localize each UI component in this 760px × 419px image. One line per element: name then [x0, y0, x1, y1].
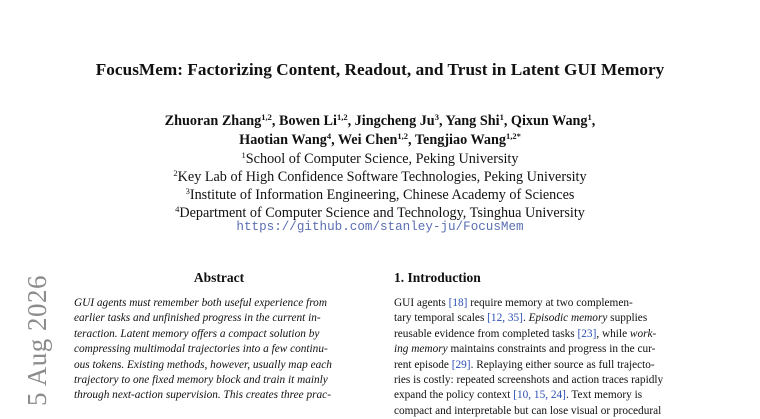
author-name: Bowen Li: [279, 113, 337, 129]
introduction-line: [394, 404, 688, 419]
text-run: expand the policy context: [394, 389, 514, 402]
affiliation-number: 1: [241, 150, 246, 160]
affiliation-text: Key Lab of High Confidence Software Technologies, Peking University: [177, 169, 587, 185]
author-name: Tengjiao Wang: [414, 132, 506, 148]
author-affiliation-mark: 1,2: [397, 131, 409, 141]
emphasized-term: Episodic memory: [528, 312, 608, 325]
abstract-line: through next-action supervision. This creates three prac-: [74, 389, 331, 402]
affiliation-line: [0, 168, 760, 186]
citation-link[interactable]: [18]: [448, 297, 468, 309]
introduction-body: [394, 296, 688, 419]
citation-link[interactable]: [29]: [451, 358, 471, 371]
abstract-line: GUI agents must remember both useful experience from: [74, 297, 327, 309]
paper-title: FocusMem: Factorizing Content, Readout, and Trust in Latent GUI Memory: [95, 60, 665, 79]
author-line-2: [0, 131, 760, 150]
abstract-line: compressing multimodal trajectories into a few continu-: [74, 343, 328, 356]
citation-link[interactable]: [10, 15, 24]: [513, 389, 566, 402]
author-separator: ,: [271, 113, 279, 129]
introduction-line: [394, 327, 688, 342]
text-run: . Text memory is: [565, 389, 643, 402]
author-name: Zhuoran Zhang: [164, 113, 262, 129]
text-run: , while: [596, 327, 630, 340]
author-affiliation-mark: 1: [587, 112, 592, 122]
introduction-heading: 1. Introduction: [394, 270, 481, 285]
author-line-1: [0, 112, 760, 131]
affiliation-line: [0, 186, 760, 204]
text-run: supplies: [607, 312, 648, 325]
text-run: compact and interpretable but can lose visual or procedural: [394, 404, 662, 417]
repository-link[interactable]: https://github.com/stanley-ju/FocusMem: [236, 220, 524, 234]
introduction-line: [394, 311, 688, 326]
author-separator: ,: [331, 132, 338, 148]
affiliation-number: 4: [175, 204, 180, 214]
affiliation-number: 2: [173, 168, 178, 178]
text-run: .: [522, 312, 529, 325]
author-affiliation-mark: 3: [434, 112, 439, 122]
affiliation-list: [0, 150, 760, 222]
author-affiliation-mark: 1,2*: [505, 131, 521, 141]
text-run: require memory at two complemen-: [467, 297, 633, 309]
introduction-line: [394, 373, 688, 388]
text-run: rent episode: [394, 358, 452, 371]
author-name: Wei Chen: [337, 132, 398, 148]
author-name: Jingcheng Ju: [354, 113, 435, 129]
affiliation-number: 3: [185, 186, 190, 196]
affiliation-text: Department of Computer Science and Technology, Tsinghua University: [179, 205, 585, 221]
abstract-line: trajectory to one fixed memory block and train it mainly: [74, 374, 328, 387]
affiliation-text: Institute of Information Engineering, Chinese Academy of Sciences: [189, 187, 575, 203]
emphasized-term: work-: [629, 327, 657, 340]
introduction-line: [394, 342, 688, 357]
author-affiliation-mark: 1: [499, 112, 504, 122]
citation-link[interactable]: [12, 35]: [487, 312, 523, 325]
abstract-body: [74, 296, 366, 404]
citation-link[interactable]: [23]: [577, 327, 597, 340]
abstract-line: ous tokens. Existing methods, however, usually map each: [74, 358, 332, 371]
emphasized-term: ing memory: [394, 343, 448, 356]
text-run: . Replaying either source as full trajecto-: [470, 358, 655, 371]
author-affiliation-mark: 1,2: [261, 112, 272, 122]
introduction-line: [394, 296, 688, 311]
author-name: Qixun Wang: [510, 113, 588, 129]
text-run: ries is costly: repeated screenshots and action traces rapidly: [394, 374, 664, 387]
author-list: [0, 112, 760, 150]
abstract-line: teraction. Latent memory offers a compact solution by: [74, 327, 320, 340]
author-affiliation-mark: 4: [326, 131, 332, 141]
author-name: Haotian Wang: [239, 132, 327, 148]
affiliation-text: School of Computer Science, Peking University: [245, 151, 519, 167]
arxiv-date-stamp: [18, 274, 56, 410]
text-run: reusable evidence from completed tasks: [394, 327, 578, 340]
author-name: Yang Shi: [445, 113, 500, 129]
abstract-line: earlier tasks and unfinished progress in the current in-: [74, 312, 321, 325]
author-separator: ,: [438, 113, 446, 129]
author-separator: ,: [347, 113, 355, 129]
author-separator: ,: [591, 113, 596, 129]
author-separator: ,: [408, 132, 415, 148]
introduction-line: [394, 388, 688, 403]
affiliation-line: [0, 150, 760, 168]
arxiv-date-text: 5 Aug 2026: [22, 274, 52, 406]
author-separator: ,: [503, 113, 511, 129]
text-run: tary temporal scales: [394, 312, 488, 325]
text-run: GUI agents: [394, 297, 449, 309]
introduction-line: [394, 358, 688, 373]
abstract-heading: Abstract: [193, 270, 245, 285]
text-run: maintains constraints and progress in the cur-: [447, 343, 656, 356]
author-affiliation-mark: 1,2: [336, 112, 348, 122]
